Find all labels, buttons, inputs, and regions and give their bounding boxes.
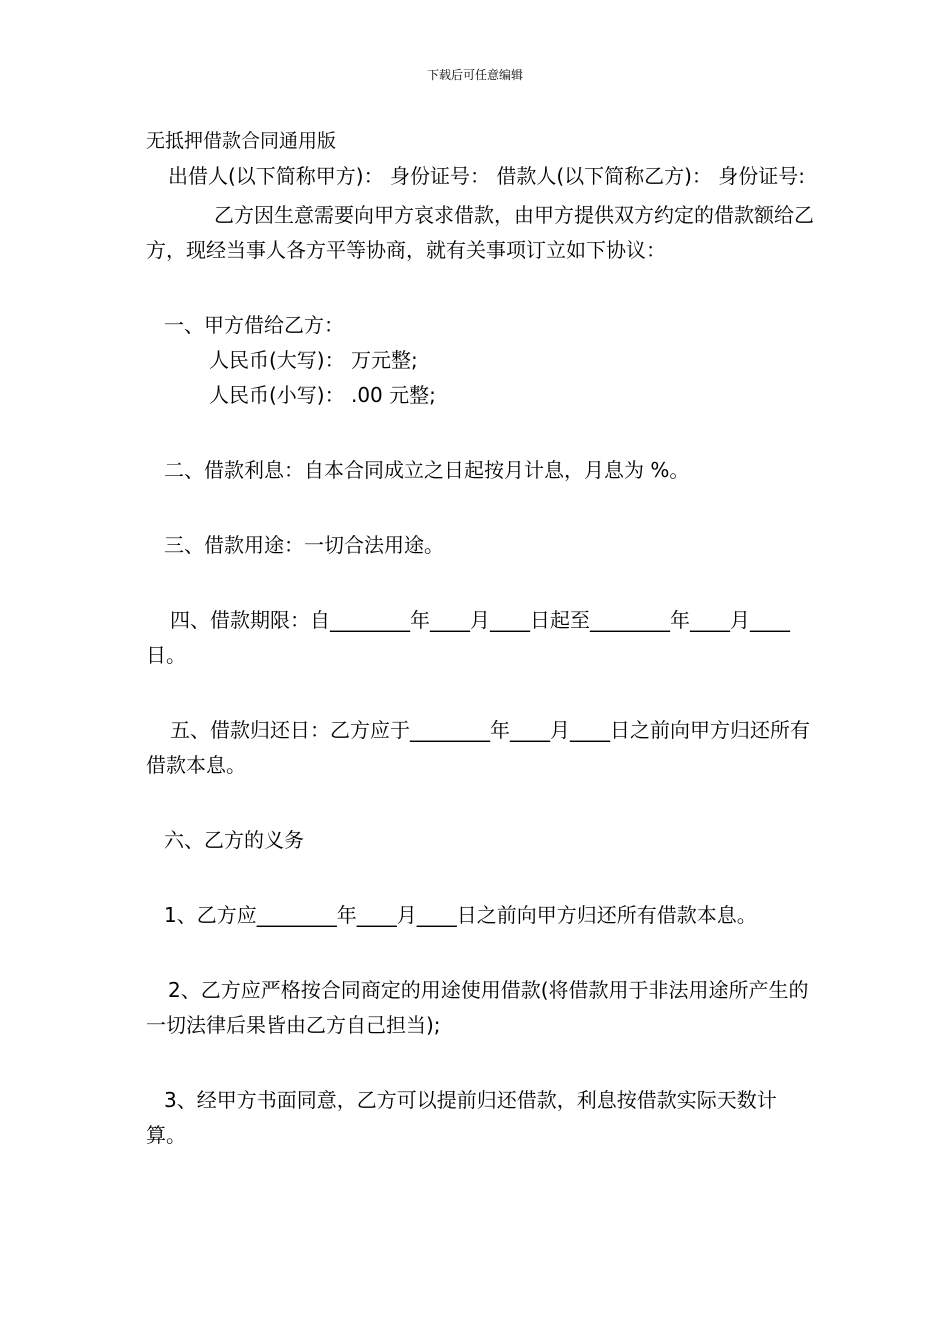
parties-paragraph: 出借人(以下简称甲方)： 身份证号： 借款人(以下简称乙方)： 身份证号: <box>168 164 806 188</box>
document-title: 无抵押借款合同通用版 <box>146 130 337 152</box>
contract-body <box>146 124 816 1153</box>
page-header: 下载后可任意编辑 <box>426 68 523 82</box>
section-3-purpose: 三、借款用途：一切合法用途。 <box>164 533 444 557</box>
intro-paragraph: 乙方因生意需要向甲方哀求借款，由甲方提供双方约定的借款额给乙方，现经当事人各方平等协商，就有关事项订立如下协议： <box>146 203 814 262</box>
section-6-heading: 六、乙方的义务 <box>164 828 304 852</box>
section-2-interest: 二、借款利息：自本合同成立之日起按月计息，月息为 %。 <box>164 458 690 482</box>
obligation-1: 1、乙方应________年____月____日之前向甲方归还所有借款本息。 <box>164 903 757 927</box>
section-4-term: 四、借款期限：自________年____月____日起至________年____月____日。 <box>146 608 790 667</box>
obligation-3: 3、经甲方书面同意，乙方可以提前归还借款，利息按借款实际天数计算。 <box>146 1088 777 1147</box>
section-1-heading: 一、甲方借给乙方： <box>164 313 344 337</box>
amount-lowercase: 人民币(小写)： .00 元整; <box>209 383 436 407</box>
section-5-repayment-date: 五、借款归还日：乙方应于________年____月____日之前向甲方归还所有借款本息。 <box>146 718 810 777</box>
amount-uppercase: 人民币(大写)： 万元整; <box>209 348 418 372</box>
obligation-2: 2、乙方应严格按合同商定的用途使用借款(将借款用于非法用途所产生的一切法律后果皆由乙方自己担当); <box>146 978 809 1037</box>
